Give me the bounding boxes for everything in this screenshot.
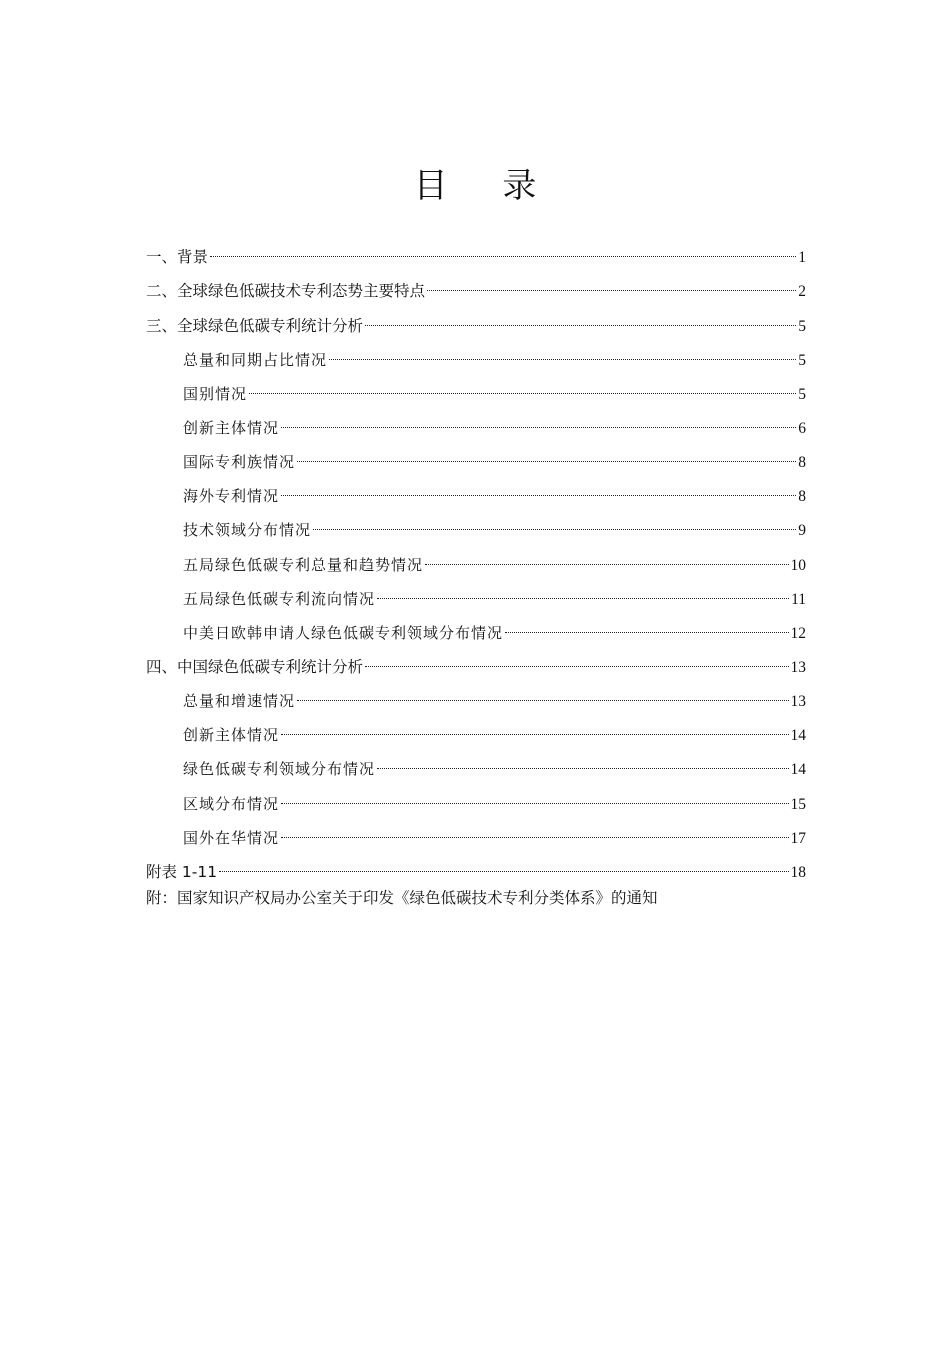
- toc-entry[interactable]: [183, 580, 806, 608]
- toc-entry[interactable]: [183, 443, 806, 471]
- toc-entry-label: 五局绿色低碳专利流向情况: [183, 590, 376, 608]
- toc-title: 目 录: [413, 166, 559, 206]
- dot-leader: [281, 477, 796, 501]
- dot-leader: [281, 819, 788, 843]
- toc-entry-label: 附表 1-11: [146, 863, 218, 881]
- toc-entry[interactable]: [183, 341, 806, 369]
- toc-entry-page: 14: [790, 727, 806, 744]
- attachment-note: 附：国家知识产权局办公室关于印发《绿色低碳技术专利分类体系》的通知: [146, 889, 658, 907]
- toc-entry-page: 10: [790, 557, 806, 574]
- dot-leader: [210, 238, 796, 262]
- toc-entry-label: 区域分布情况: [183, 795, 280, 813]
- dot-leader: [377, 580, 789, 604]
- dot-leader: [365, 307, 796, 331]
- toc-entry-page: 18: [790, 864, 806, 881]
- toc-entry-label: 国别情况: [183, 385, 248, 403]
- toc-entry-page: 13: [790, 659, 806, 676]
- toc-entry-page: 5: [798, 318, 806, 335]
- toc-entry[interactable]: [146, 272, 806, 300]
- dot-leader: [249, 375, 796, 399]
- toc-entry[interactable]: [146, 853, 806, 881]
- toc-entry-page: 15: [790, 796, 806, 813]
- toc-entry-label: 一、背景: [146, 248, 209, 266]
- dot-leader: [281, 785, 788, 809]
- toc-entry-page: 5: [798, 386, 806, 403]
- toc-entry-page: 2: [798, 283, 806, 300]
- toc-entry-label: 创新主体情况: [183, 419, 280, 437]
- toc-entry-label: 绿色低碳专利领域分布情况: [183, 760, 376, 778]
- toc-entry-label: 创新主体情况: [183, 726, 280, 744]
- toc-entry-label: 国际专利族情况: [183, 453, 296, 471]
- toc-entry-label: 国外在华情况: [183, 829, 280, 847]
- toc-entry-page: 5: [798, 352, 806, 369]
- toc-entry[interactable]: [183, 409, 806, 437]
- toc-entry[interactable]: [183, 716, 806, 744]
- dot-leader: [297, 443, 796, 467]
- toc-entry-label: 总量和增速情况: [183, 692, 296, 710]
- toc-entry[interactable]: [183, 750, 806, 778]
- dot-leader: [281, 716, 788, 740]
- toc-entry-page: 11: [791, 591, 806, 608]
- dot-leader: [219, 853, 788, 877]
- dot-leader: [365, 648, 788, 672]
- toc-entry-label: 五局绿色低碳专利总量和趋势情况: [183, 556, 424, 574]
- toc-entry-label: 四、中国绿色低碳专利统计分析: [146, 658, 364, 676]
- toc-entry-page: 9: [798, 522, 806, 539]
- dot-leader: [297, 682, 788, 706]
- toc-entry-label: 三、全球绿色低碳专利统计分析: [146, 317, 364, 335]
- dot-leader: [425, 546, 788, 570]
- toc-entry[interactable]: [183, 546, 806, 574]
- toc-entry[interactable]: [183, 785, 806, 813]
- toc-entry-page: 6: [798, 420, 806, 437]
- toc-entry[interactable]: [146, 238, 806, 266]
- toc-entry[interactable]: [183, 511, 806, 539]
- dot-leader: [313, 511, 796, 535]
- toc-entry-label: 二、全球绿色低碳技术专利态势主要特点: [146, 282, 426, 300]
- toc-entry-page: 13: [790, 693, 806, 710]
- toc-entry[interactable]: [183, 375, 806, 403]
- dot-leader: [377, 750, 788, 774]
- toc-entry-page: 8: [798, 488, 806, 505]
- toc-entry[interactable]: [183, 477, 806, 505]
- toc-entry-label: 中美日欧韩申请人绿色低碳专利领域分布情况: [183, 624, 504, 642]
- dot-leader: [427, 272, 796, 296]
- toc-entry-label: 总量和同期占比情况: [183, 351, 328, 369]
- toc-entry-page: 17: [790, 830, 806, 847]
- toc-entry[interactable]: [183, 614, 806, 642]
- toc-entry-label: 技术领域分布情况: [183, 521, 312, 539]
- toc-entry[interactable]: [183, 819, 806, 847]
- toc-entry[interactable]: [183, 682, 806, 710]
- toc-entry[interactable]: [146, 307, 806, 335]
- dot-leader: [505, 614, 788, 638]
- dot-leader: [281, 409, 796, 433]
- dot-leader: [329, 341, 796, 365]
- toc-entry-page: 1: [798, 249, 806, 266]
- toc-entry-page: 12: [790, 625, 806, 642]
- toc-entry-label: 海外专利情况: [183, 487, 280, 505]
- toc-entry-page: 14: [790, 761, 806, 778]
- toc-entry-page: 8: [798, 454, 806, 471]
- toc-entry[interactable]: [146, 648, 806, 676]
